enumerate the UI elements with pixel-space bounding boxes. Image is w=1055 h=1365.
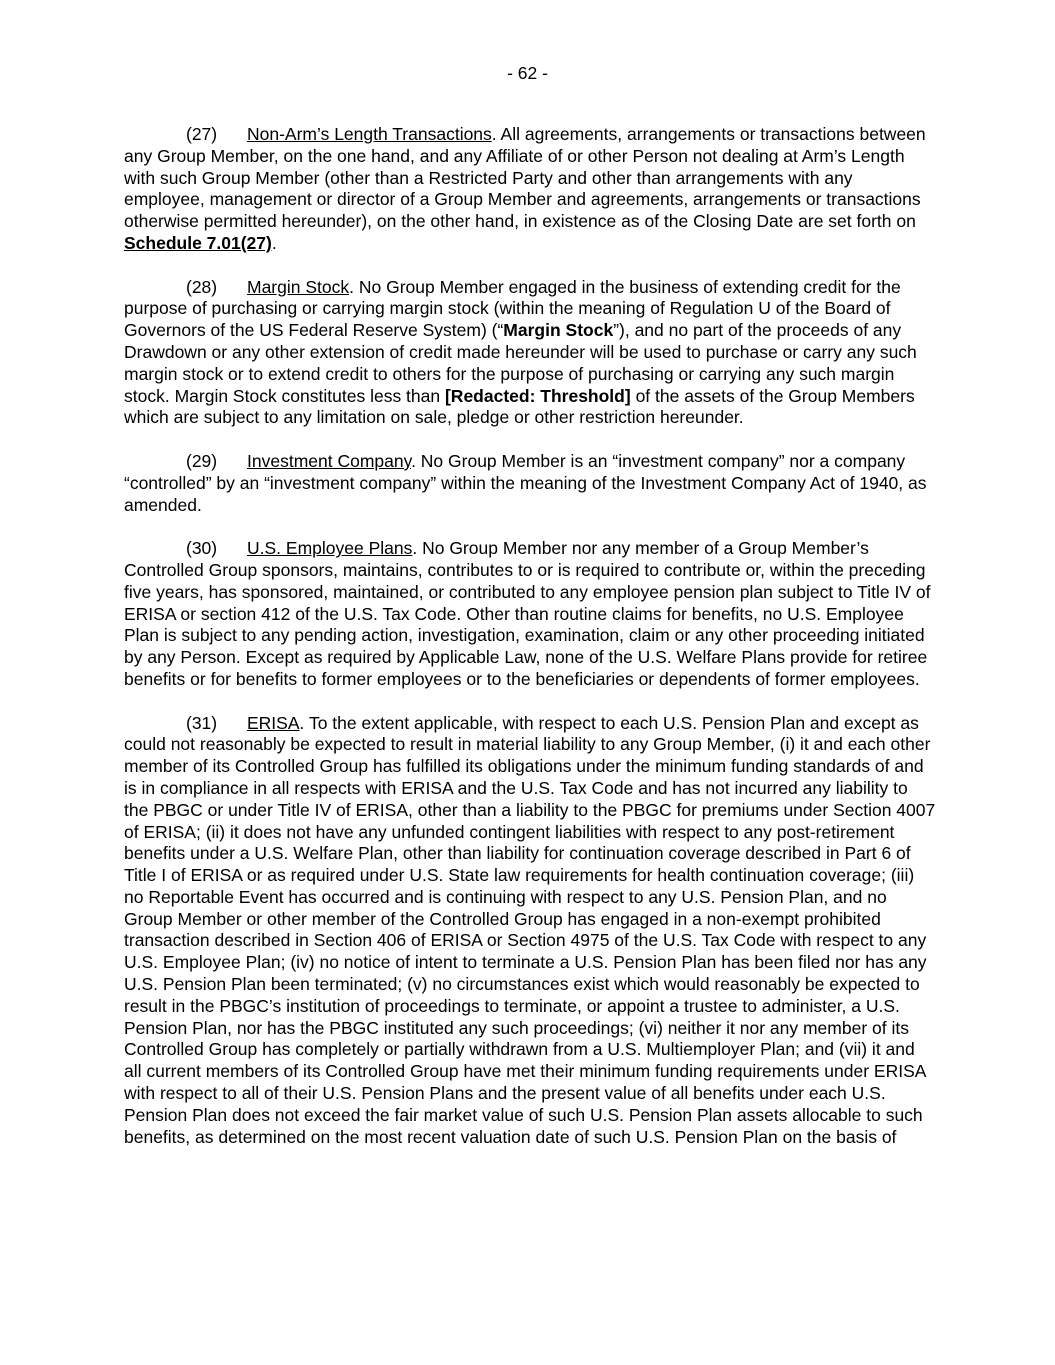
section-text-continued: ”), and no part of the proceeds of any Drawdown or any other extension of credit made hereunder will be used to purchase or carry any such margin stock or to extend credit to others for the purpose of purchasing or carrying any such margin stock. Margin Stock constitutes less than (124, 320, 917, 406)
section-text: . To the extent applicable, with respect to each U.S. Pension Plan and except as could not reasonably be expected to result in material liability to any Group Member, (i) it and each other member of its Controlled Group has fulfilled its obligations under the minimum funding standards of and is in compliance in all respects with ERISA and the U.S. Tax Code and has not incurred any liability to the PBGC or under Title IV of ERISA, other than a liability to the PBGC for premiums under Section 4007 of ERISA; (ii) it does not have any unfunded contingent liabilities with respect to any post-retirement benefits under a U.S. Welfare Plan, other than liability for continuation coverage described in Part 6 of Title I of ERISA or as required under U.S. State law requirements for health continuation coverage; (iii) no Reportable Event has occurred and is continuing with respect to any U.S. Pension Plan, and no Group Member or other member of the Controlled Group has engaged in a non-exempt prohibited transaction described in Section 406 of ERISA or Section 4975 of the U.S. Tax Code with respect to any U.S. Employee Plan; (iv) no notice of intent to terminate a U.S. Pension Plan has been filed nor has any U.S. Pension Plan been terminated; (v) no circumstances exist which would reasonably be expected to result in the PBGC’s institution of proceedings to terminate, or appoint a trustee to administer, a U.S. Pension Plan, nor has the PBGC instituted any such proceedings; (vi) neither it nor any member of its Controlled Group has completely or partially withdrawn from a U.S. Multiemployer Plan; and (vii) it and all current members of its Controlled Group have met their minimum funding requirements under ERISA with respect to all of their U.S. Pension Plans and the present value of all benefits under each U.S. Pension Plan does not exceed the fair market value of such U.S. Pension Plan assets allocable to such benefits, as determined on the most recent valuation date of such U.S. Pension Plan on the basis of (124, 712, 936, 1147)
section-heading: ERISA (247, 712, 300, 733)
section-29-paragraph (124, 451, 936, 516)
section-text: . No Group Member engaged in the business of extending credit for the purpose of purchasing or carrying margin stock (within the meaning of Regulation U of the Board of Governors of the US Federal Reserve System) (“ (124, 276, 901, 341)
section-text: . No Group Member is an “investment company” nor a company “controlled” by an “investment company” within the meaning of the Investment Company Act of 1940, as amended. (124, 450, 927, 515)
schedule-reference: Schedule 7.01(27) (124, 232, 272, 253)
section-text: . No Group Member nor any member of a Group Member’s Controlled Group sponsors, maintains, contributes to or is required to contribute or, within the preceding five years, has sponsored, maintained, or contributed to any employee pension plan subject to Title IV of ERISA or section 412 of the U.S. Tax Code. Other than routine claims for benefits, no U.S. Employee Plan is subject to any pending action, investigation, examination, claim or any other proceeding initiated by any Person. Except as required by Applicable Law, none of the U.S. Welfare Plans provide for retiree benefits or for benefits to former employees or to the beneficiaries or dependents of former employees. (124, 538, 931, 689)
section-text-end: . (271, 232, 277, 253)
section-heading: Investment Company (247, 450, 412, 471)
section-number: (28) (186, 276, 218, 297)
section-27-paragraph (124, 124, 936, 255)
redacted-threshold: [Redacted: Threshold] (444, 385, 631, 406)
section-number: (30) (186, 538, 218, 559)
document-body (124, 124, 936, 1170)
section-28-paragraph (124, 277, 936, 430)
section-heading: U.S. Employee Plans (247, 538, 413, 559)
section-number: (27) (186, 124, 218, 144)
defined-term: Margin Stock (503, 320, 614, 341)
section-number: (29) (186, 450, 218, 471)
page-number: - 62 - (507, 63, 548, 83)
section-heading: Non-Arm’s Length Transactions (247, 124, 492, 144)
section-heading: Margin Stock (247, 276, 350, 297)
section-31-paragraph (124, 713, 936, 1149)
section-text: . All agreements, arrangements or transactions between any Group Member, on the one hand, and any Affiliate of or other Person not dealing at Arm’s Length with such Group Member (other than a Restricted Party and other than arrangements with any employee, management or director of a Group Member and agreements, arrangements or transactions otherwise permitted hereunder), on the other hand, in existence as of the Closing Date are set forth on (124, 124, 926, 232)
section-number: (31) (186, 712, 218, 733)
section-text-end: of the assets of the Group Members which are subject to any limitation on sale, pledge or other restriction hereunder. (124, 385, 915, 428)
section-30-paragraph (124, 538, 936, 691)
